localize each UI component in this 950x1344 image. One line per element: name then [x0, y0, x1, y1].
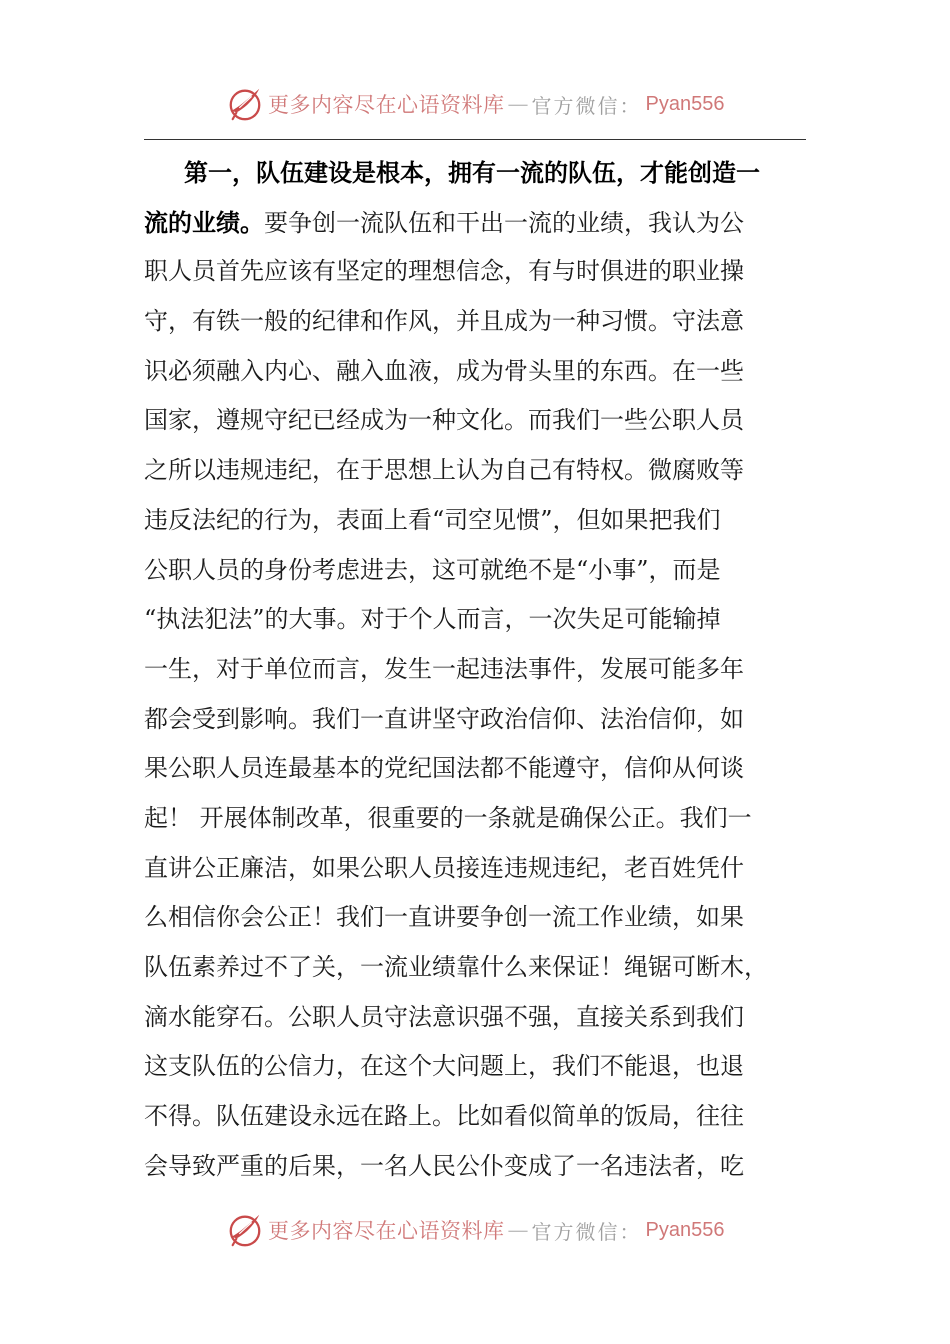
header-banner-content	[226, 82, 724, 126]
paragraph-line-17: 滴水能穿石。公职人员守法意识强不强，直接关系到我们	[144, 1002, 744, 1031]
footer-wechat-label: 官方微信：	[531, 1219, 642, 1244]
quill-pen-logo-icon	[226, 85, 264, 123]
paragraph-line-1	[144, 198, 800, 248]
footer-brand-text: 更多内容尽在心语资料库	[268, 1219, 505, 1243]
header-banner	[0, 82, 950, 126]
paragraph-line-6: 之所以违规违纪，在于思想上认为自己有特权。微腐败等	[144, 456, 744, 485]
header-wechat-id: Pyan556	[645, 92, 725, 115]
footer-banner	[0, 1208, 950, 1252]
footer-wechat-id: Pyan556	[645, 1218, 725, 1241]
header-brand-text: 更多内容尽在心语资料库	[268, 93, 505, 117]
paragraph-line-20: 会导致严重的后果，一名人民公仆变成了一名违法者，吃	[144, 1151, 744, 1180]
paragraph-line-13: 起！ 开展体制改革，很重要的一条就是确保公正。我们一	[144, 803, 752, 832]
paragraph-line-19: 不得。队伍建设永远在路上。比如看似简单的饭局，往往	[144, 1102, 744, 1131]
paragraph-line-9: “执法犯法”的大事。对于个人而言，一次失足可能输掉	[144, 605, 721, 634]
paragraph-line-5: 国家，遵规守纪已经成为一种文化。而我们一些公职人员	[144, 406, 744, 435]
paragraph-line-10: 一生，对于单位而言，发生一起违法事件，发展可能多年	[144, 654, 744, 683]
header-wechat-label: 官方微信：	[531, 93, 642, 118]
paragraph-line-15: 么相信你会公正！我们一直讲要争创一流工作业绩，如果	[144, 903, 744, 932]
paragraph-line-16: 队伍素养过不了关，一流业绩靠什么来保证！绳锯可断木，	[144, 953, 768, 981]
paragraph-line-7: 违反法纪的行为，表面上看“司空见惯”，但如果把我们	[144, 505, 721, 534]
paragraph-line-2: 职人员首先应该有坚定的理想信念，有与时俱进的职业操	[144, 257, 744, 286]
paragraph-line-14: 直讲公正廉洁，如果公职人员接连违规违纪，老百姓凭什	[144, 853, 744, 882]
footer-separator: —	[507, 1218, 529, 1242]
paragraph-line-12: 果公职人员连最基本的党纪国法都不能遵守，信仰从何谈	[144, 754, 744, 783]
paragraph-line-11: 都会受到影响。我们一直讲坚守政治信仰、法治信仰，如	[144, 704, 744, 733]
paragraph-line-18: 这支队伍的公信力，在这个大问题上，我们不能退，也退	[144, 1052, 744, 1081]
paragraph-line-8: 公职人员的身份考虑进去，这可就绝不是“小事”，而是	[144, 555, 721, 584]
paragraph-text-1: 要争创一流队伍和干出一流的业绩，我认为公	[264, 208, 744, 237]
heading-line-2: 流的业绩。	[144, 207, 264, 237]
heading-line-1: 第一，队伍建设是根本，拥有一流的队伍，才能创造一	[184, 158, 760, 187]
header-divider	[144, 139, 806, 140]
document-body	[144, 148, 800, 1191]
quill-pen-logo-icon	[226, 1211, 264, 1249]
paragraph-line-3: 守，有铁一般的纪律和作风，并且成为一种习惯。守法意	[144, 307, 744, 336]
footer-banner-content	[226, 1208, 724, 1252]
paragraph-line-4: 识必须融入内心、融入血液，成为骨头里的东西。在一些	[144, 356, 744, 385]
header-separator: —	[507, 92, 529, 116]
